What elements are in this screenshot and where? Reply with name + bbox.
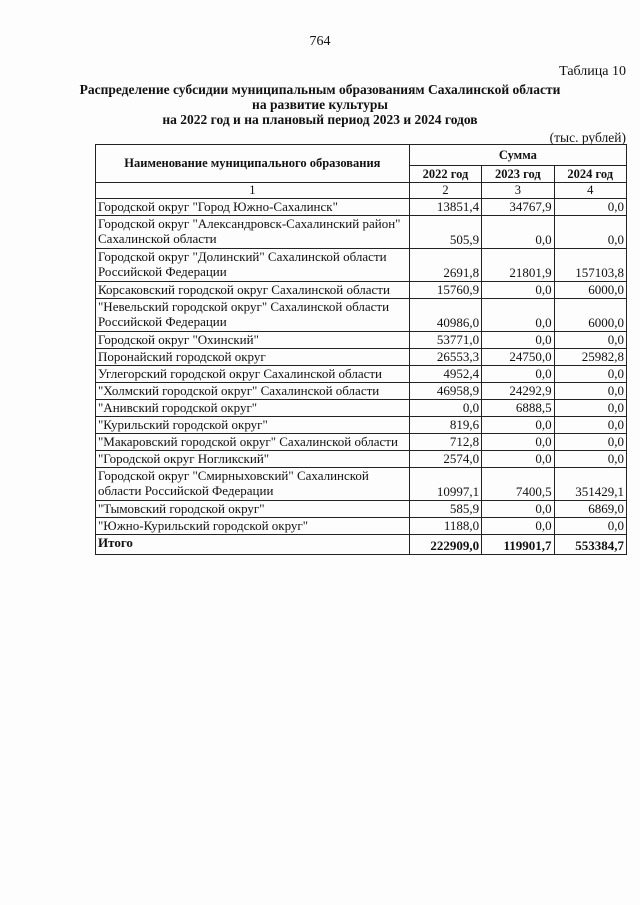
municipality-name: "Макаровский городской округ" Сахалинской области [96, 434, 410, 451]
municipality-name: Городской округ "Долинский" Сахалинской области Российской Федерации [96, 249, 410, 282]
table-row [96, 417, 627, 434]
municipality-name: "Городской округ Ногликский" [96, 451, 410, 468]
column-index-1: 1 [96, 183, 410, 199]
header-sum-column: Сумма [409, 145, 626, 166]
amount-2022: 2574,0 [409, 451, 481, 468]
municipality-name: "Южно-Курильский городской округ" [96, 518, 410, 535]
unit-label: (тыс. рублей) [549, 130, 626, 145]
amount-2024: 0,0 [554, 366, 626, 383]
amount-2022: 46958,9 [409, 383, 481, 400]
municipality-name: Корсаковский городской округ Сахалинской области [96, 282, 410, 299]
amount-2023: 34767,9 [482, 199, 554, 216]
amount-2024: 157103,8 [554, 249, 626, 282]
amount-2024: 0,0 [554, 451, 626, 468]
amount-2022: 585,9 [409, 501, 481, 518]
amount-2023: 24292,9 [482, 383, 554, 400]
table-label: Таблица 10 [559, 64, 626, 79]
amount-2024: 0,0 [554, 434, 626, 451]
amount-2024: 0,0 [554, 332, 626, 349]
municipality-name: Городской округ "Охинский" [96, 332, 410, 349]
title-line-2: на развитие культуры [252, 97, 388, 112]
municipality-name: Городской округ "Александровск-Сахалинский район" Сахалинской области [96, 216, 410, 249]
amount-2023: 0,0 [482, 299, 554, 332]
amount-2022: 10997,1 [409, 468, 481, 501]
table-row [96, 383, 627, 400]
table-row [96, 282, 627, 299]
amount-2023: 0,0 [482, 282, 554, 299]
amount-2022: 40986,0 [409, 299, 481, 332]
amount-2023: 0,0 [482, 501, 554, 518]
table-row [96, 468, 627, 501]
amount-2022: 712,8 [409, 434, 481, 451]
table-row [96, 451, 627, 468]
amount-2022: 1188,0 [409, 518, 481, 535]
title-line-1: Распределение субсидии муниципальным образованиям Сахалинской области [79, 82, 561, 97]
page-number: 764 [309, 34, 331, 49]
total-2024: 553384,7 [554, 535, 626, 555]
header-year-2024: 2024 год [554, 166, 626, 183]
header-year-2022: 2022 год [409, 166, 481, 183]
municipality-name: "Невельский городской округ" Сахалинской области Российской Федерации [96, 299, 410, 332]
amount-2023: 24750,0 [482, 349, 554, 366]
amount-2022: 15760,9 [409, 282, 481, 299]
total-2023: 119901,7 [482, 535, 554, 555]
amount-2024: 6869,0 [554, 501, 626, 518]
subsidy-table [95, 144, 627, 555]
municipality-name: "Тымовский городской округ" [96, 501, 410, 518]
total-2022: 222909,0 [409, 535, 481, 555]
amount-2022: 26553,3 [409, 349, 481, 366]
amount-2023: 0,0 [482, 434, 554, 451]
amount-2022: 0,0 [409, 400, 481, 417]
amount-2022: 2691,8 [409, 249, 481, 282]
column-index-3: 3 [482, 183, 554, 199]
municipality-name: Городской округ "Смирныховский" Сахалинской области Российской Федерации [96, 468, 410, 501]
amount-2023: 6888,5 [482, 400, 554, 417]
total-row [96, 535, 627, 555]
total-label: Итого [96, 535, 410, 555]
amount-2022: 53771,0 [409, 332, 481, 349]
amount-2024: 0,0 [554, 417, 626, 434]
amount-2023: 0,0 [482, 332, 554, 349]
amount-2023: 7400,5 [482, 468, 554, 501]
header-name-column: Наименование муниципального образования [96, 145, 410, 183]
amount-2024: 0,0 [554, 383, 626, 400]
municipality-name: "Холмский городской округ" Сахалинской области [96, 383, 410, 400]
amount-2022: 819,6 [409, 417, 481, 434]
table-row [96, 216, 627, 249]
amount-2023: 21801,9 [482, 249, 554, 282]
table-row [96, 199, 627, 216]
table-row [96, 349, 627, 366]
amount-2024: 25982,8 [554, 349, 626, 366]
amount-2022: 13851,4 [409, 199, 481, 216]
amount-2023: 0,0 [482, 451, 554, 468]
table-row [96, 299, 627, 332]
municipality-name: "Анивский городской округ" [96, 400, 410, 417]
table-row [96, 434, 627, 451]
amount-2024: 6000,0 [554, 282, 626, 299]
amount-2023: 0,0 [482, 366, 554, 383]
table-row [96, 518, 627, 535]
amount-2022: 505,9 [409, 216, 481, 249]
amount-2023: 0,0 [482, 518, 554, 535]
table-row [96, 249, 627, 282]
amount-2024: 0,0 [554, 400, 626, 417]
amount-2023: 0,0 [482, 417, 554, 434]
amount-2024: 0,0 [554, 216, 626, 249]
municipality-name: Углегорский городской округ Сахалинской области [96, 366, 410, 383]
table-row [96, 400, 627, 417]
amount-2024: 0,0 [554, 199, 626, 216]
document-title [40, 82, 600, 127]
header-year-2023: 2023 год [482, 166, 554, 183]
table-row [96, 332, 627, 349]
column-index-4: 4 [554, 183, 626, 199]
municipality-name: "Курильский городской округ" [96, 417, 410, 434]
column-index-2: 2 [409, 183, 481, 199]
amount-2024: 351429,1 [554, 468, 626, 501]
municipality-name: Поронайский городской округ [96, 349, 410, 366]
table-row [96, 366, 627, 383]
amount-2024: 6000,0 [554, 299, 626, 332]
amount-2023: 0,0 [482, 216, 554, 249]
amount-2022: 4952,4 [409, 366, 481, 383]
amount-2024: 0,0 [554, 518, 626, 535]
municipality-name: Городской округ "Город Южно-Сахалинск" [96, 199, 410, 216]
title-line-3: на 2022 год и на плановый период 2023 и 2024 годов [162, 112, 478, 127]
table-row [96, 501, 627, 518]
